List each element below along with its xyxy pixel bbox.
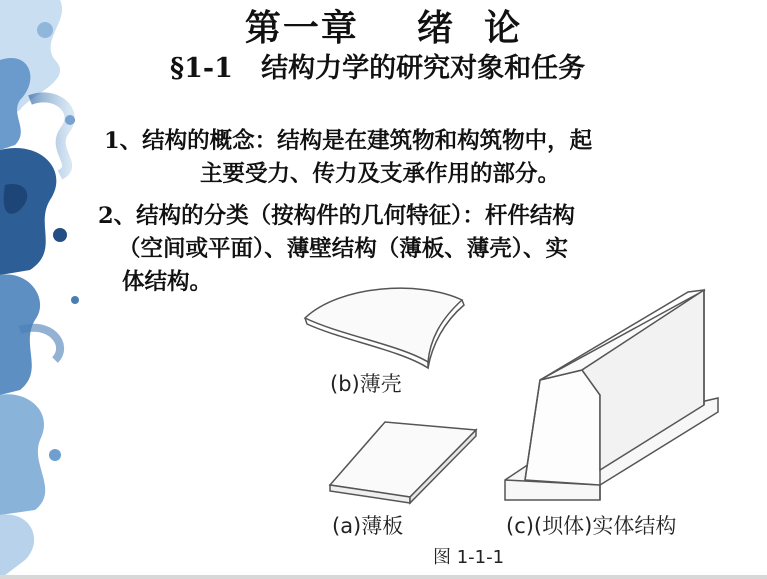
caption-thin-shell: (b)薄壳: [330, 372, 402, 396]
paragraph-line: 2、结构的分类（按构件的几何特征）：杆件结构: [98, 203, 575, 229]
paragraph-line: （空间或平面）、薄壁结构（薄板、薄壳）、实: [118, 236, 569, 262]
paragraph-line: 体结构。: [122, 269, 213, 295]
bottom-bar: [0, 575, 767, 579]
paragraph-line: 1、结构的概念：结构是在建筑物和构筑物中，起: [104, 128, 593, 154]
chapter-title: 第一章 绪 论: [244, 7, 523, 49]
thin-shell-drawing: [305, 288, 464, 368]
paragraph-line: 主要受力、传力及支承作用的部分。: [200, 161, 561, 187]
caption-solid-structure: (c)(坝体)实体结构: [506, 514, 677, 538]
figure-number: 图 1-1-1: [433, 547, 505, 568]
dam-solid-drawing: [505, 290, 718, 500]
section-title: §1-1 结构力学的研究对象和任务: [170, 53, 586, 84]
thin-plate-drawing: [330, 422, 476, 503]
caption-thin-plate: (a)薄板: [332, 514, 404, 538]
